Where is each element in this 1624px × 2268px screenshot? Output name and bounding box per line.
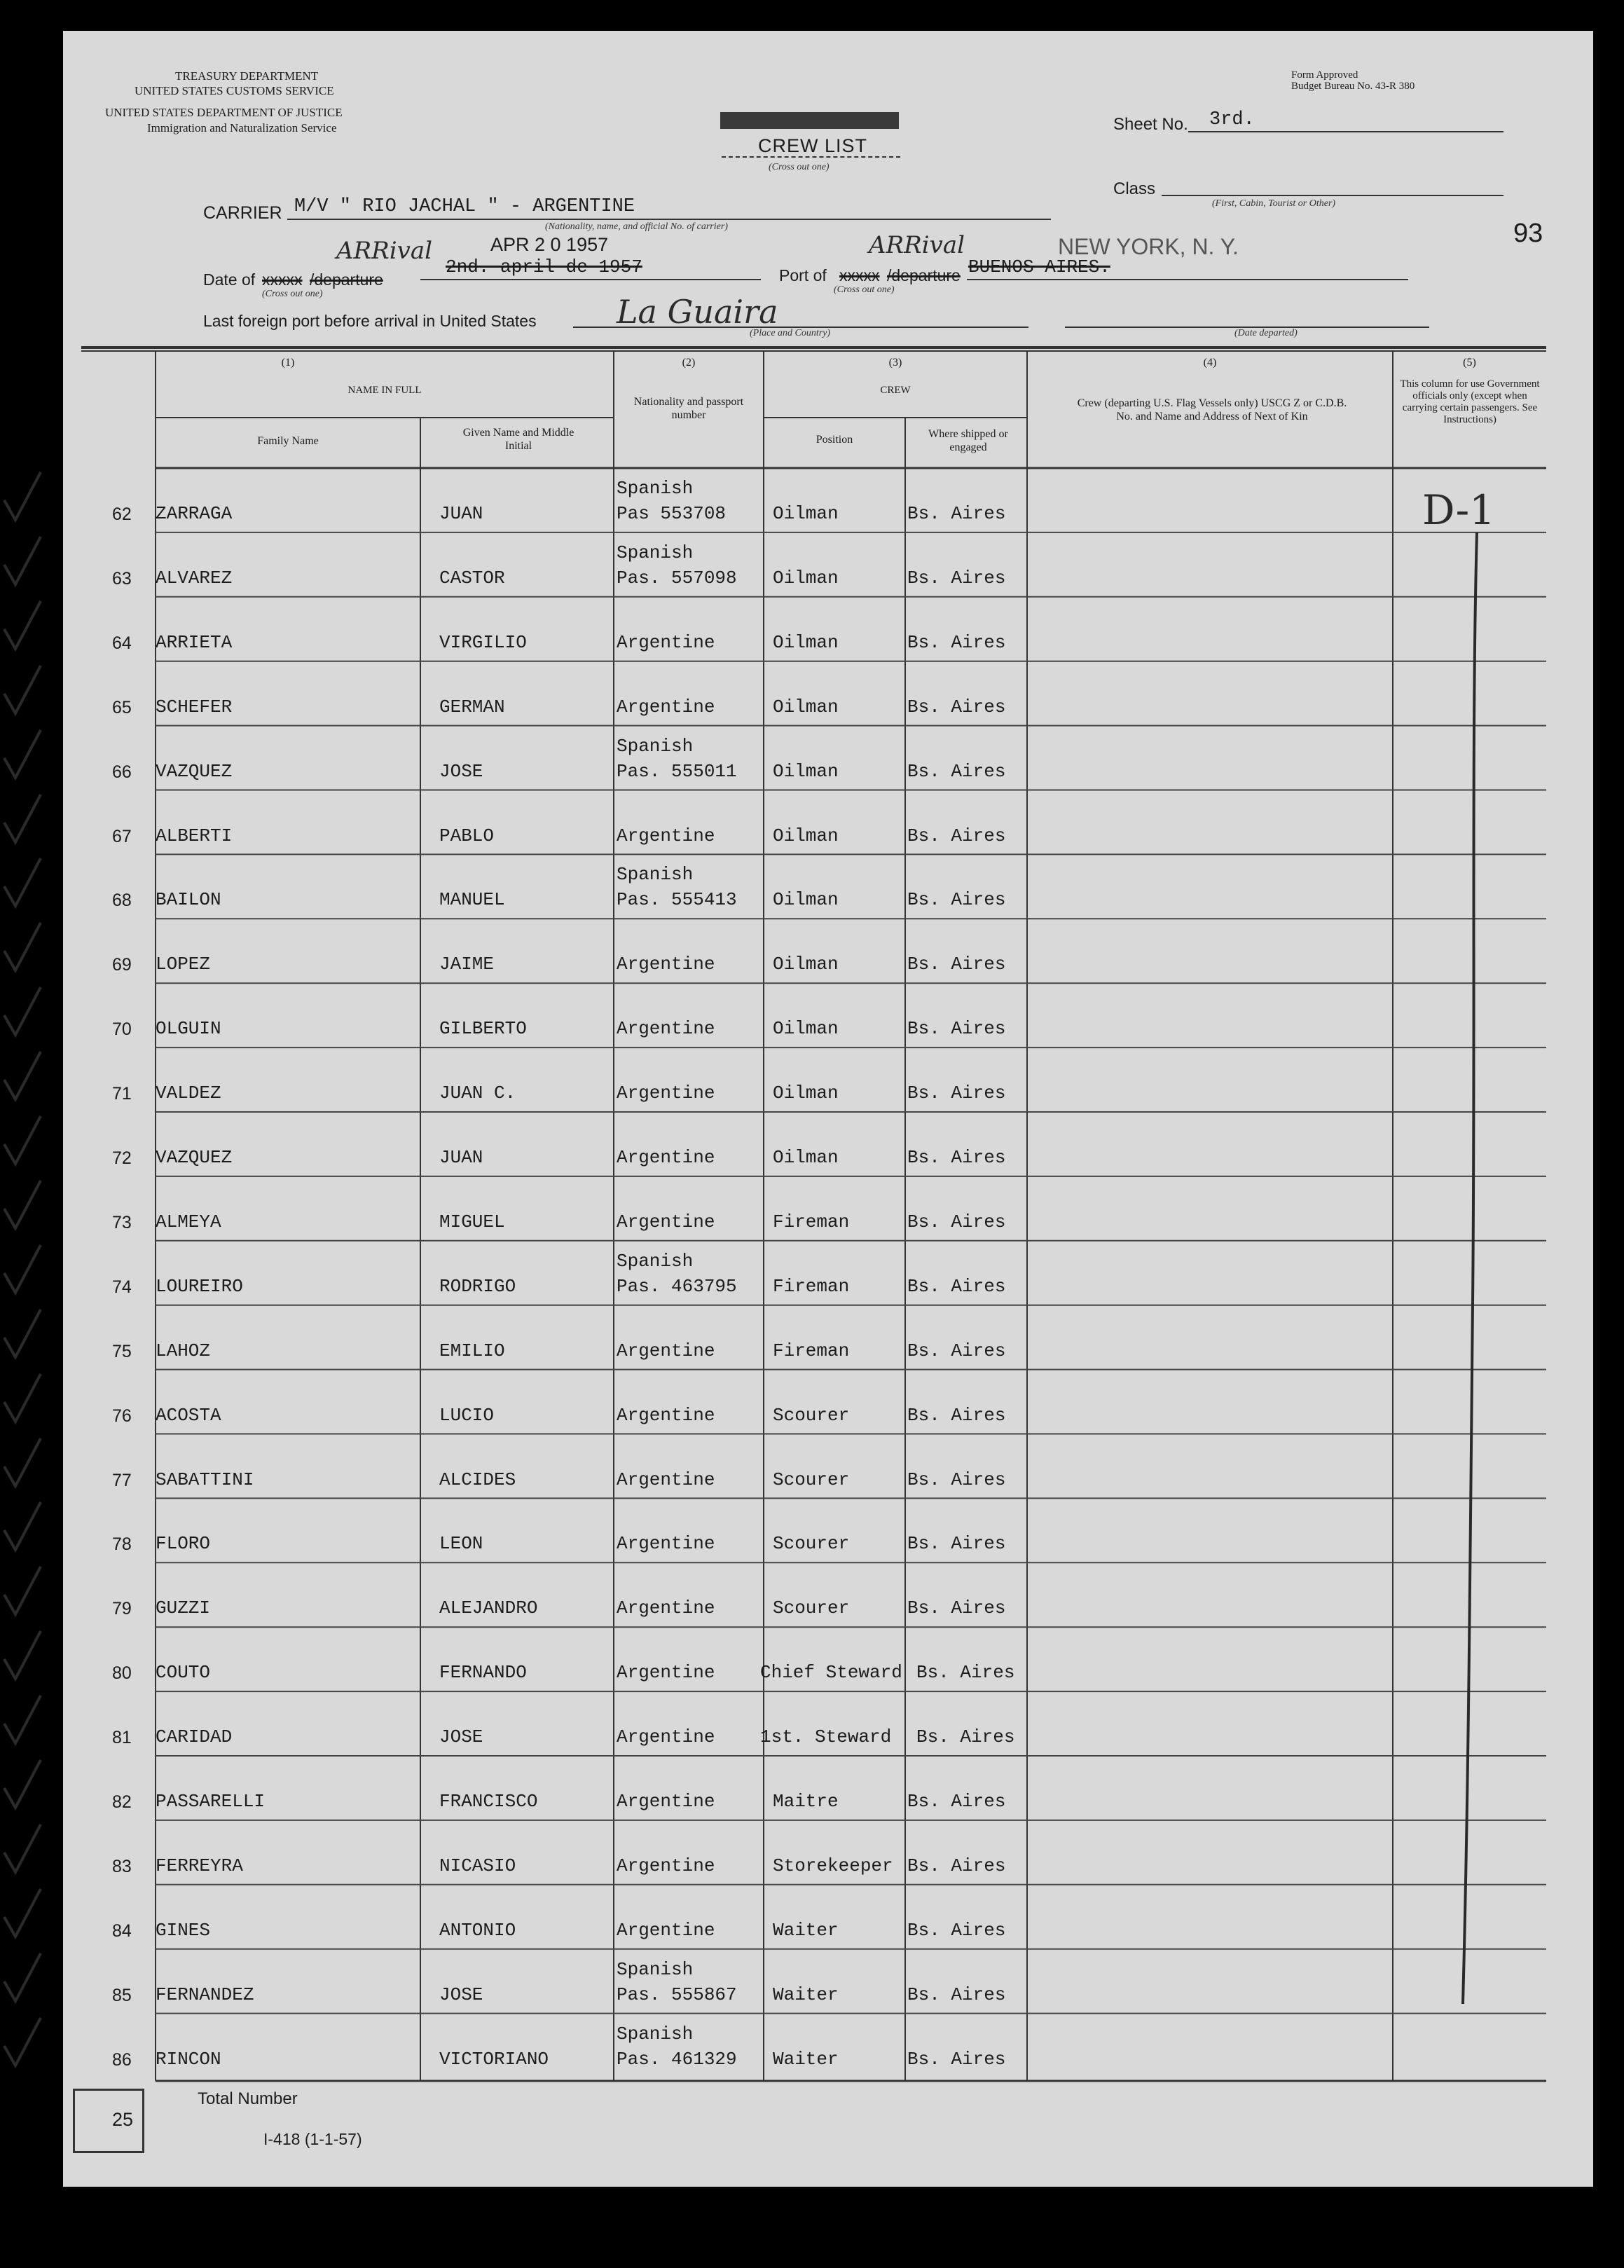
where-shipped: Bs. Aires	[907, 1211, 1006, 1232]
given-name: FERNANDO	[439, 1662, 527, 1684]
table-row	[0, 1885, 1624, 1949]
passport-number: Pas. 463795	[617, 1275, 737, 1297]
col4-number: (4)	[1203, 357, 1217, 369]
row-number: 69	[112, 955, 132, 975]
family-name: GUZZI	[156, 1597, 211, 1619]
crew-position: Oilman	[773, 1083, 839, 1104]
family-name: COUTO	[156, 1662, 211, 1684]
given-name: RODRIGO	[439, 1275, 516, 1297]
check-mark-icon	[0, 1820, 56, 1876]
table-row	[0, 1112, 1624, 1176]
nationality: Argentine	[617, 1791, 715, 1812]
nationality: Argentine	[617, 1340, 715, 1361]
last-port-value: La Guaira	[617, 293, 778, 331]
row-number: 68	[112, 891, 132, 911]
check-mark-icon	[0, 1885, 56, 1941]
row-number: 66	[112, 762, 132, 782]
check-mark-icon	[0, 983, 56, 1039]
col2-title: Nationality and passport number	[633, 396, 744, 421]
where-shipped: Bs. Aires	[907, 1404, 1006, 1426]
date-value: 2nd. april de 1957	[446, 256, 642, 277]
official-annotation: D-1	[1422, 486, 1496, 534]
arrival-date-stamp: APR 2 0 1957	[490, 234, 609, 255]
last-port-label: Last foreign port before arrival in United States	[203, 312, 537, 330]
where-shipped: Bs. Aires	[907, 1533, 1006, 1555]
col5-title: This column for use Government officials only (except when carrying certain passengers. See Instructions)	[1400, 378, 1540, 425]
crew-position: Oilman	[773, 889, 839, 911]
check-mark-icon	[0, 532, 56, 589]
where-shipped: Bs. Aires	[907, 954, 1006, 975]
page-number: 93	[1513, 219, 1543, 248]
passport-number: Pas. 555413	[617, 889, 737, 911]
crew-position: Oilman	[773, 954, 839, 975]
check-mark-icon	[0, 1562, 56, 1618]
port-departure-crossed: /departure	[887, 266, 961, 284]
family-name: RINCON	[156, 2048, 221, 2070]
port-stamp: NEW YORK, N. Y.	[1058, 234, 1239, 259]
passport-number: Pas. 557098	[617, 567, 737, 589]
family-name: ALVAREZ	[156, 567, 233, 589]
crew-position: Fireman	[773, 1340, 850, 1361]
where-shipped: Bs. Aires	[907, 2048, 1006, 2070]
row-number: 77	[112, 1470, 132, 1490]
col3-number: (3)	[888, 357, 902, 369]
where-shipped: Bs. Aires	[907, 889, 1006, 911]
row-number: 79	[112, 1599, 132, 1619]
family-name: ACOSTA	[156, 1404, 221, 1426]
form-approved: Form Approved	[1291, 69, 1358, 81]
given-name: VIRGILIO	[439, 631, 527, 653]
check-mark-icon	[0, 1691, 56, 1747]
family-name: VAZQUEZ	[156, 760, 233, 782]
given-name: VICTORIANO	[439, 2048, 549, 2070]
where-shipped: Bs. Aires	[916, 1726, 1015, 1748]
nationality: Argentine	[617, 1211, 715, 1232]
port-note: (Cross out one)	[834, 284, 895, 295]
where-shipped: Bs. Aires	[907, 503, 1006, 524]
family-name: GINES	[156, 1919, 211, 1941]
table-row	[0, 919, 1624, 982]
family-name: VAZQUEZ	[156, 1147, 233, 1168]
crew-position: Oilman	[773, 760, 839, 782]
check-mark-icon	[0, 468, 56, 524]
table-row	[0, 1176, 1624, 1240]
date-departure-crossed: /departure	[310, 270, 383, 289]
col1-title: NAME IN FULL	[347, 385, 422, 396]
where-shipped: Bs. Aires	[907, 1275, 1006, 1297]
where-shipped: Bs. Aires	[907, 1919, 1006, 1941]
where-shipped: Bs. Aires	[907, 631, 1006, 653]
row-number: 72	[112, 1148, 132, 1168]
check-mark-icon	[0, 1112, 56, 1168]
family-name: ALMEYA	[156, 1211, 221, 1232]
family-name: LOPEZ	[156, 954, 211, 975]
crew-position: Waiter	[773, 1919, 839, 1941]
port-value: BUENOS AIRES.	[968, 256, 1110, 277]
check-mark-icon	[0, 726, 56, 782]
table-row	[0, 1691, 1624, 1755]
check-mark-icon	[0, 854, 56, 910]
agency-treasury: TREASURY DEPARTMENT	[175, 69, 319, 83]
row-number: 80	[112, 1663, 132, 1684]
table-row	[0, 1305, 1624, 1369]
class-label: Class	[1113, 179, 1156, 198]
nationality: Spanish	[617, 2023, 694, 2044]
crew-position: Oilman	[773, 1147, 839, 1168]
where-shipped: Bs. Aires	[916, 1662, 1015, 1684]
family-name: LAHOZ	[156, 1340, 211, 1361]
nationality: Spanish	[617, 1958, 694, 1980]
given-name: JUAN C.	[439, 1083, 516, 1104]
given-name: JOSE	[439, 1726, 483, 1748]
crew-position: Scourer	[773, 1533, 850, 1555]
crew-position: Waiter	[773, 2048, 839, 2070]
check-mark-icon	[0, 1370, 56, 1426]
check-mark-icon	[0, 1434, 56, 1490]
where-shipped: Bs. Aires	[907, 1083, 1006, 1104]
given-name: ANTONIO	[439, 1919, 516, 1941]
row-number: 78	[112, 1534, 132, 1555]
check-mark-icon	[0, 919, 56, 975]
where-shipped: Bs. Aires	[907, 696, 1006, 717]
table-row	[0, 1562, 1624, 1626]
passport-number: Pas. 555867	[617, 1984, 737, 2005]
table-row	[0, 854, 1624, 918]
crew-position: Maitre	[773, 1791, 839, 1812]
table-row	[0, 1370, 1624, 1434]
port-crossed: xxxxx	[839, 266, 880, 284]
date-note: (Cross out one)	[262, 289, 323, 299]
crew-position: Oilman	[773, 631, 839, 653]
where-shipped: Bs. Aires	[907, 1984, 1006, 2005]
family-name: ARRIETA	[156, 631, 233, 653]
agency-justice: UNITED STATES DEPARTMENT OF JUSTICE	[105, 106, 343, 119]
table-row	[0, 790, 1624, 854]
nationality: Spanish	[617, 478, 694, 499]
nationality: Spanish	[617, 1250, 694, 1272]
family-name: ALBERTI	[156, 825, 233, 846]
row-number: 71	[112, 1084, 132, 1104]
table-row	[0, 1820, 1624, 1884]
nationality: Argentine	[617, 1597, 715, 1619]
passport-number: Pas 553708	[617, 503, 727, 524]
crew-list-title: CREW LIST	[758, 135, 868, 156]
given-name: MANUEL	[439, 889, 505, 911]
row-number: 74	[112, 1277, 132, 1297]
check-mark-icon	[0, 790, 56, 846]
family-name: LOUREIRO	[156, 1275, 243, 1297]
table-row	[0, 1047, 1624, 1111]
crew-position: Waiter	[773, 1984, 839, 2005]
nationality: Argentine	[617, 954, 715, 975]
given-name: JUAN	[439, 503, 483, 524]
where-shipped: Bs. Aires	[907, 760, 1006, 782]
family-name: FERREYRA	[156, 1855, 243, 1876]
given-name: GERMAN	[439, 696, 505, 717]
date-label: Date of	[203, 270, 256, 289]
family-name: FLORO	[156, 1533, 211, 1555]
given-name: JAIME	[439, 954, 495, 975]
check-mark-icon	[0, 1176, 56, 1232]
nationality: Argentine	[617, 1533, 715, 1555]
crew-position: Fireman	[773, 1275, 850, 1297]
given-name: MIGUEL	[439, 1211, 505, 1232]
crew-position: Scourer	[773, 1597, 850, 1619]
table-row	[0, 1949, 1624, 2013]
family-name: PASSARELLI	[156, 1791, 266, 1812]
family-name: OLGUIN	[156, 1018, 221, 1040]
agency-ins: Immigration and Naturalization Service	[147, 121, 337, 135]
family-name: ZARRAGA	[156, 503, 233, 524]
nationality: Spanish	[617, 735, 694, 757]
table-row	[0, 468, 1624, 532]
given-name: PABLO	[439, 825, 495, 846]
nationality: Argentine	[617, 631, 715, 653]
col3-where-header: Where shipped or engaged	[928, 428, 1008, 453]
nationality: Argentine	[617, 1469, 715, 1490]
table-row	[0, 532, 1624, 596]
budget-bureau: Budget Bureau No. 43-R 380	[1291, 81, 1415, 92]
nationality: Argentine	[617, 825, 715, 846]
row-number: 73	[112, 1212, 132, 1232]
table-row	[0, 1756, 1624, 1820]
given-name: LUCIO	[439, 1404, 495, 1426]
class-note: (First, Cabin, Tourist or Other)	[1212, 198, 1336, 209]
table-row	[0, 1627, 1624, 1691]
crew-position: Storekeeper	[773, 1855, 893, 1876]
given-name: NICASIO	[439, 1855, 516, 1876]
crew-position: Fireman	[773, 1211, 850, 1232]
passport-number: Pas. 461329	[617, 2048, 737, 2070]
crew-position: Oilman	[773, 567, 839, 589]
given-name: ALCIDES	[439, 1469, 516, 1490]
row-number: 75	[112, 1341, 132, 1361]
col4-title: Crew (departing U.S. Flag Vessels only) USCG Z or C.D.B. No. and Name and Address of Next of Kin	[1077, 397, 1347, 422]
family-name: SCHEFER	[156, 696, 233, 717]
where-shipped: Bs. Aires	[907, 567, 1006, 589]
carrier-label: CARRIER	[203, 203, 282, 223]
check-mark-icon	[0, 2014, 56, 2070]
crew-position: Scourer	[773, 1469, 850, 1490]
col2-number: (2)	[682, 357, 696, 369]
family-name: BAILON	[156, 889, 221, 911]
given-name: EMILIO	[439, 1340, 505, 1361]
nationality: Argentine	[617, 1083, 715, 1104]
where-shipped: Bs. Aires	[907, 825, 1006, 846]
date-departed-note: (Date departed)	[1234, 328, 1298, 338]
total-box	[73, 2089, 144, 2153]
where-shipped: Bs. Aires	[907, 1597, 1006, 1619]
crew-position: Oilman	[773, 1018, 839, 1040]
col3-position-header: Position	[816, 434, 853, 446]
row-number: 63	[112, 568, 132, 589]
row-number: 67	[112, 826, 132, 846]
table-row	[0, 726, 1624, 790]
nationality: Argentine	[617, 1662, 715, 1684]
passport-number: Pas. 555011	[617, 760, 737, 782]
col5-number: (5)	[1463, 357, 1476, 369]
crew-position: 1st. Steward	[760, 1726, 892, 1748]
col1-family-header: Family Name	[257, 435, 319, 447]
table-row	[0, 661, 1624, 725]
carrier-value: M/V " RIO JACHAL " - ARGENTINE	[294, 196, 635, 217]
nationality: Argentine	[617, 1919, 715, 1941]
row-number: 86	[112, 2049, 132, 2070]
family-name: SABATTINI	[156, 1469, 254, 1490]
where-shipped: Bs. Aires	[907, 1147, 1006, 1168]
nationality: Spanish	[617, 864, 694, 886]
row-number: 70	[112, 1019, 132, 1040]
given-name: JOSE	[439, 760, 483, 782]
check-mark-icon	[0, 1498, 56, 1554]
family-name: CARIDAD	[156, 1726, 233, 1748]
date-handwritten-arrival: ARRival	[336, 237, 432, 265]
row-number: 62	[112, 504, 132, 524]
nationality: Argentine	[617, 1726, 715, 1748]
nationality: Argentine	[617, 696, 715, 717]
table-row	[0, 983, 1624, 1047]
row-number: 85	[112, 1985, 132, 2005]
check-mark-icon	[0, 1047, 56, 1104]
check-mark-icon	[0, 1627, 56, 1683]
check-mark-icon	[0, 597, 56, 653]
port-label: Port of	[779, 266, 827, 284]
check-mark-icon	[0, 1241, 56, 1297]
nationality: Argentine	[617, 1855, 715, 1876]
given-name: LEON	[439, 1533, 483, 1555]
nationality: Spanish	[617, 542, 694, 563]
given-name: CASTOR	[439, 567, 505, 589]
nationality: Argentine	[617, 1018, 715, 1040]
row-number: 81	[112, 1728, 132, 1748]
table-row	[0, 1498, 1624, 1562]
sheet-value: 3rd.	[1209, 109, 1255, 130]
given-name: ALEJANDRO	[439, 1597, 538, 1619]
row-number: 65	[112, 697, 132, 717]
nationality: Argentine	[617, 1404, 715, 1426]
given-name: JUAN	[439, 1147, 483, 1168]
table-row	[0, 1241, 1624, 1305]
row-number: 84	[112, 1920, 132, 1941]
col1-given-header: Given Name and Middle Initial	[462, 427, 574, 452]
where-shipped: Bs. Aires	[907, 1855, 1006, 1876]
table-row	[0, 1434, 1624, 1498]
row-number: 82	[112, 1792, 132, 1812]
carrier-note: (Nationality, name, and official No. of carrier)	[545, 221, 728, 232]
form-number: I-418 (1-1-57)	[263, 2130, 362, 2148]
last-port-note: (Place and Country)	[750, 328, 831, 338]
crew-position: Oilman	[773, 825, 839, 846]
crew-position: Oilman	[773, 503, 839, 524]
title-note: (Cross out one)	[769, 162, 830, 172]
col1-number: (1)	[281, 357, 295, 369]
check-mark-icon	[0, 1305, 56, 1361]
row-number: 76	[112, 1406, 132, 1426]
given-name: GILBERTO	[439, 1018, 527, 1040]
crew-position: Chief Steward	[760, 1662, 902, 1684]
sheet-label: Sheet No.	[1113, 115, 1188, 134]
crew-position: Oilman	[773, 696, 839, 717]
table-row	[0, 597, 1624, 661]
given-name: JOSE	[439, 1984, 483, 2005]
agency-customs: UNITED STATES CUSTOMS SERVICE	[135, 84, 334, 97]
check-mark-icon	[0, 1949, 56, 2005]
given-name: FRANCISCO	[439, 1791, 538, 1812]
total-label: Total Number	[198, 2089, 298, 2108]
total-value: 25	[112, 2109, 134, 2130]
nationality: Argentine	[617, 1147, 715, 1168]
family-name: VALDEZ	[156, 1083, 221, 1104]
crew-position: Scourer	[773, 1404, 850, 1426]
row-number: 83	[112, 1856, 132, 1876]
check-mark-icon	[0, 661, 56, 717]
family-name: FERNANDEZ	[156, 1984, 254, 2005]
col3-title: CREW	[880, 385, 911, 396]
check-mark-icon	[0, 1756, 56, 1812]
port-handwritten-arrival: ARRival	[869, 231, 965, 259]
row-number: 64	[112, 633, 132, 653]
where-shipped: Bs. Aires	[907, 1340, 1006, 1361]
where-shipped: Bs. Aires	[907, 1791, 1006, 1812]
table-row	[0, 2014, 1624, 2077]
where-shipped: Bs. Aires	[907, 1469, 1006, 1490]
where-shipped: Bs. Aires	[907, 1018, 1006, 1040]
date-crossed: xxxxx	[262, 270, 303, 289]
